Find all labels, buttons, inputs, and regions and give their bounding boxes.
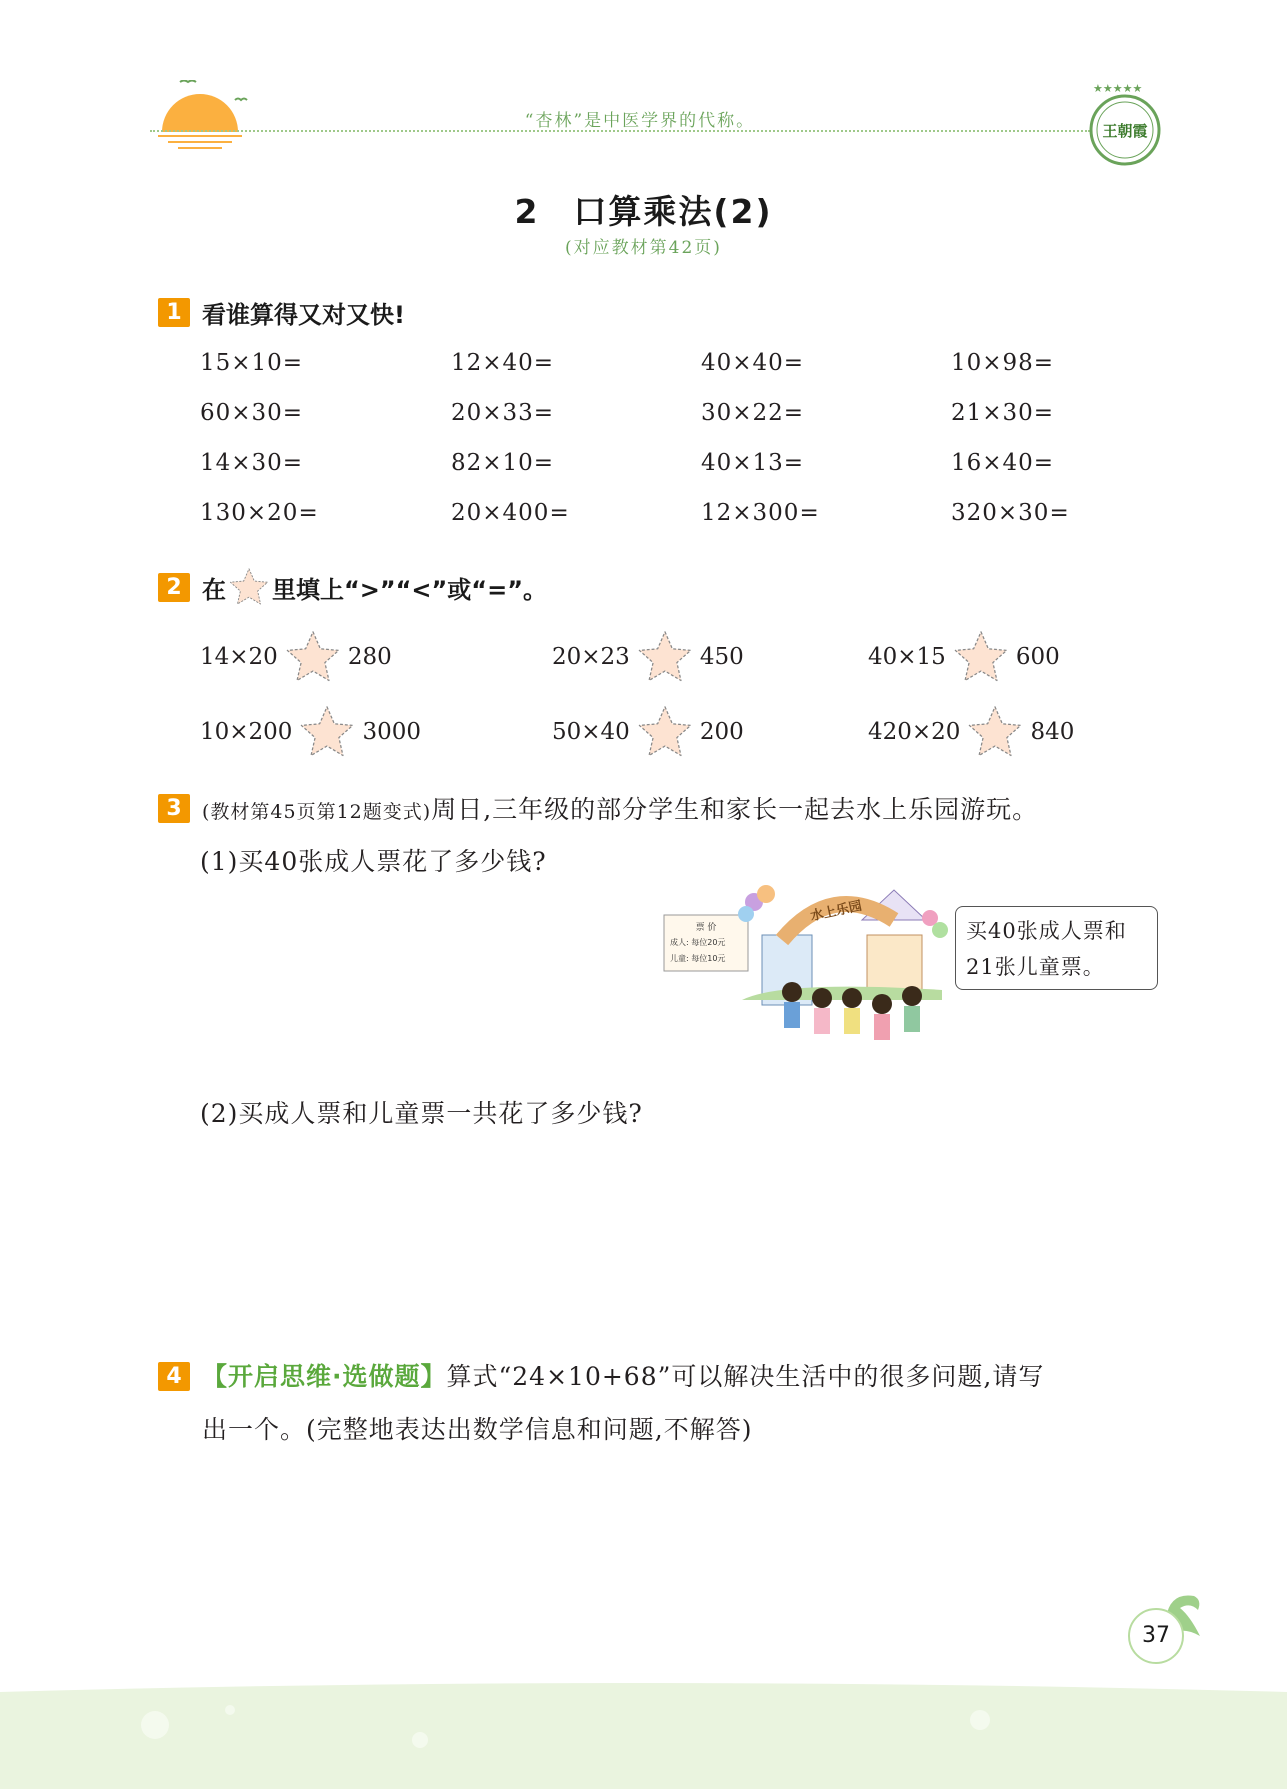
q1-expr: 320×30=: [951, 500, 1070, 526]
compare-left: 50×40: [552, 719, 630, 745]
question-badge-1: 1: [158, 298, 190, 327]
compare-left: 14×20: [200, 644, 278, 670]
q1-expr: 82×10=: [451, 450, 555, 476]
page-number: 37: [1128, 1608, 1184, 1664]
q1-expr: 40×40=: [701, 350, 805, 376]
water-park-illustration: [662, 880, 952, 1070]
star-answer-slot[interactable]: [966, 703, 1024, 761]
q2-prompt-pre: 在: [202, 575, 226, 604]
price-adult: 成人: 每位20元: [670, 938, 726, 947]
q1-expr: 12×40=: [451, 350, 555, 376]
compare-item: [552, 703, 744, 761]
compare-left: 40×15: [868, 644, 946, 670]
q3-intro: [202, 790, 1038, 826]
compare-item: [200, 628, 392, 686]
star-icon: [228, 566, 270, 608]
compare-right: 3000: [362, 719, 421, 745]
q1-prompt: 看谁算得又对又快!: [202, 301, 405, 329]
q1-expr: 130×20=: [200, 500, 319, 526]
q1-expr: 40×13=: [701, 450, 805, 476]
q1-expr: 21×30=: [951, 400, 1055, 426]
star-answer-slot[interactable]: [284, 628, 342, 686]
q2-prompt-post: 里填上“>”“<”或“=”。: [272, 575, 547, 604]
compare-item: [868, 703, 1074, 761]
q3-text: 周日,三年级的部分学生和家长一起去水上乐园游玩。: [431, 795, 1039, 824]
question-badge-2: 2: [158, 573, 190, 602]
star-answer-slot[interactable]: [636, 703, 694, 761]
arch-sign: 水上乐园: [809, 898, 864, 925]
q4-text: 算式“24×10+68”可以解决生活中的很多问题,请写: [446, 1362, 1045, 1391]
star-answer-slot[interactable]: [952, 628, 1010, 686]
star-answer-slot[interactable]: [298, 703, 356, 761]
q4-tag: 【开启思维·选做题】: [202, 1362, 447, 1391]
q3-part2: (2)买成人票和儿童票一共花了多少钱?: [200, 1099, 643, 1128]
q1-expr: 16×40=: [951, 450, 1055, 476]
q1-expr: 20×400=: [451, 500, 570, 526]
page-subtitle: (对应教材第42页): [565, 238, 722, 258]
speech-line: 21张儿童票。: [966, 955, 1105, 979]
compare-left: 10×200: [200, 719, 293, 745]
star-answer-slot[interactable]: [636, 628, 694, 686]
q3-source: (教材第45页第12题变式): [202, 801, 432, 823]
q1-expr: 30×22=: [701, 400, 805, 426]
sunset-icon: [150, 80, 250, 152]
q1-expr: 60×30=: [200, 400, 304, 426]
svg-text:★★★★★: ★★★★★: [1093, 82, 1143, 95]
price-child: 儿童: 每位10元: [670, 954, 726, 963]
title-number: 2: [514, 192, 540, 231]
speech-bubble: [955, 906, 1158, 990]
logo-text: 王朝霞: [1102, 122, 1148, 140]
page-title: [0, 186, 1287, 233]
compare-right: 200: [699, 719, 744, 745]
speech-line: 买40张成人票和: [966, 919, 1127, 943]
q1-expr: 15×10=: [200, 350, 304, 376]
title-text: 口算乘法(2): [573, 192, 773, 231]
footer-background: [0, 1680, 1287, 1789]
compare-right: 600: [1015, 644, 1060, 670]
compare-item: [868, 628, 1060, 686]
question-badge-3: 3: [158, 794, 190, 823]
price-sign-title: 票 价: [695, 923, 717, 933]
question-badge-4: 4: [158, 1362, 190, 1391]
q1-expr: 14×30=: [200, 450, 304, 476]
q4-line1: [202, 1357, 1044, 1393]
q1-expr: 20×33=: [451, 400, 555, 426]
q1-expr: 10×98=: [951, 350, 1055, 376]
compare-right: 450: [699, 644, 744, 670]
header-quote: “杏林”是中医学界的代称。: [524, 111, 756, 131]
q2-prompt: [202, 566, 547, 608]
q3-part1: (1)买40张成人票花了多少钱?: [200, 847, 547, 876]
brand-logo: [1085, 80, 1165, 170]
q1-expr: 12×300=: [701, 500, 820, 526]
compare-right: 840: [1030, 719, 1075, 745]
compare-item: [200, 703, 421, 761]
compare-right: 280: [347, 644, 392, 670]
compare-left: 420×20: [868, 719, 961, 745]
compare-item: [552, 628, 744, 686]
q4-line2: 出一个。(完整地表达出数学信息和问题,不解答): [202, 1415, 753, 1444]
compare-left: 20×23: [552, 644, 630, 670]
